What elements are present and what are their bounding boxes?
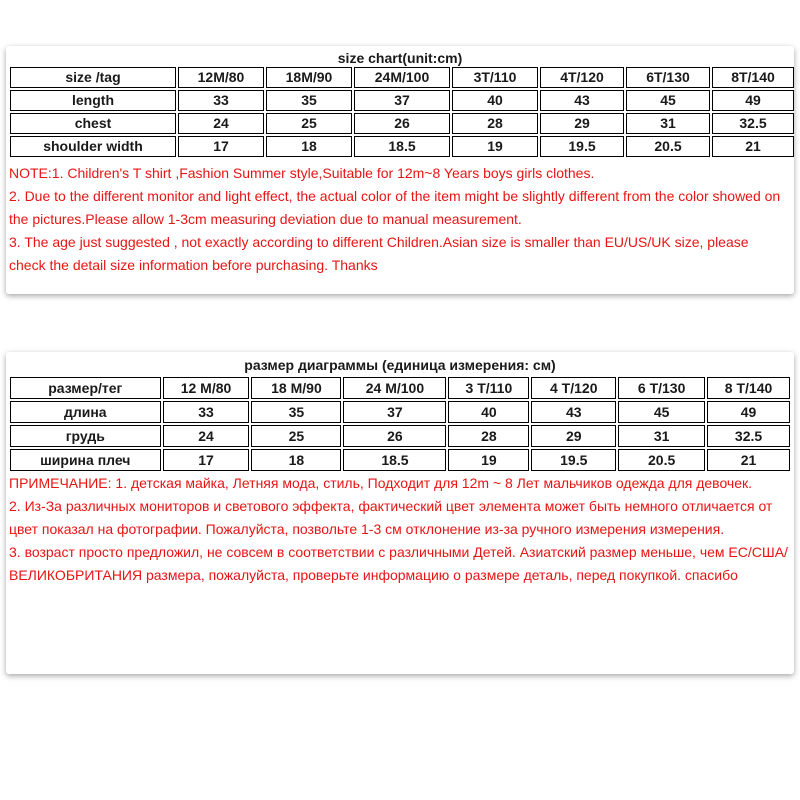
note-3: 3. The age just suggested , not exactly according to different Children.Asian size is smaller than EU/US/UK size, please check the detail size information before purchasing. Thanks xyxy=(9,234,749,273)
table-cell: 18 xyxy=(251,449,341,471)
header-cell: 6T/130 xyxy=(626,67,710,88)
table-header-row xyxy=(10,377,790,399)
table-cell: 18.5 xyxy=(354,136,450,157)
table-cell: 20.5 xyxy=(618,449,705,471)
table-cell: 21 xyxy=(712,136,794,157)
row-label: shoulder width xyxy=(10,136,176,157)
table-cell: 19.5 xyxy=(540,136,624,157)
header-cell: size /tag xyxy=(10,67,176,88)
row-label: length xyxy=(10,90,176,111)
row-label: грудь xyxy=(10,425,161,447)
table-cell: 18 xyxy=(266,136,352,157)
table-row-shoulder-width xyxy=(10,136,794,157)
table-row-length xyxy=(10,90,794,111)
table-cell: 37 xyxy=(343,401,446,423)
note-2: 2. Due to the different monitor and light effect, the actual color of the item might be slightly different from the color showed on the pictures.Please allow 1-3cm measuring deviation due to manual measurement. xyxy=(9,188,781,227)
table-cell: 17 xyxy=(178,136,264,157)
table-cell: 26 xyxy=(343,425,446,447)
header-cell: 3T/110 xyxy=(452,67,538,88)
table-cell: 37 xyxy=(354,90,450,111)
header-cell: 4T/120 xyxy=(540,67,624,88)
note-3: 3. возраст просто предложил, не совсем в соответствии с различными Детей. Азиатский размер меньше, чем ЕС/США/ВЕЛИКОБРИТАНИЯ размера, пожалуйста, проверьте информацию о размере деталь, перед покупкой. спасибо xyxy=(9,544,788,583)
table-cell: 17 xyxy=(163,449,250,471)
note-2: 2. Из-За различных мониторов и светового эффекта, фактический цвет элемента может быть немного отличается от цвет показал на фотографии. Пожалуйста, позвольте 1-3 см отклонение из-за ручного измерения измерения. xyxy=(9,498,773,537)
english-size-chart-panel xyxy=(6,46,794,294)
note-1: NOTE:1. Children's T shirt ,Fashion Summer style,Suitable for 12m~8 Years boys girls clothes. xyxy=(9,165,595,181)
header-cell: 12M/80 xyxy=(178,67,264,88)
table-cell: 21 xyxy=(707,449,790,471)
row-label: длина xyxy=(10,401,161,423)
table-header-row xyxy=(10,67,794,88)
table-row-chest xyxy=(10,425,790,447)
row-label: chest xyxy=(10,113,176,134)
header-cell: 6 T/130 xyxy=(618,377,705,399)
table-cell: 45 xyxy=(626,90,710,111)
table-cell: 31 xyxy=(618,425,705,447)
header-cell: размер/тег xyxy=(10,377,161,399)
table-cell: 33 xyxy=(178,90,264,111)
table-cell: 43 xyxy=(531,401,616,423)
notes-block xyxy=(9,472,788,587)
notes-block xyxy=(9,162,788,277)
table-cell: 19 xyxy=(452,136,538,157)
size-chart-title: размер диаграммы (единица измерения: см) xyxy=(244,357,556,373)
table-cell: 25 xyxy=(251,425,341,447)
table-row-shoulder-width xyxy=(10,449,790,471)
table-cell: 29 xyxy=(531,425,616,447)
table-row-length xyxy=(10,401,790,423)
table-cell: 32.5 xyxy=(712,113,794,134)
table-cell: 35 xyxy=(266,90,352,111)
size-table xyxy=(8,65,796,159)
table-cell: 19.5 xyxy=(531,449,616,471)
table-cell: 49 xyxy=(712,90,794,111)
size-table xyxy=(8,375,792,473)
header-cell: 8 T/140 xyxy=(707,377,790,399)
table-cell: 28 xyxy=(448,425,529,447)
note-1: ПРИМЕЧАНИЕ: 1. детская майка, Летняя мода, стиль, Подходит для 12m ~ 8 Лет мальчиков одежда для девочек. xyxy=(9,475,753,491)
table-cell: 49 xyxy=(707,401,790,423)
table-row-chest xyxy=(10,113,794,134)
table-cell: 25 xyxy=(266,113,352,134)
header-cell: 3 T/110 xyxy=(448,377,529,399)
table-cell: 40 xyxy=(448,401,529,423)
header-cell: 12 M/80 xyxy=(163,377,250,399)
table-cell: 28 xyxy=(452,113,538,134)
table-cell: 31 xyxy=(626,113,710,134)
table-cell: 20.5 xyxy=(626,136,710,157)
table-cell: 18.5 xyxy=(343,449,446,471)
table-cell: 35 xyxy=(251,401,341,423)
header-cell: 18 M/90 xyxy=(251,377,341,399)
row-label: ширина плеч xyxy=(10,449,161,471)
table-cell: 40 xyxy=(452,90,538,111)
russian-size-chart-panel xyxy=(6,352,794,674)
table-cell: 45 xyxy=(618,401,705,423)
table-cell: 33 xyxy=(163,401,250,423)
table-cell: 19 xyxy=(448,449,529,471)
table-cell: 24 xyxy=(163,425,250,447)
table-cell: 43 xyxy=(540,90,624,111)
table-cell: 32.5 xyxy=(707,425,790,447)
header-cell: 4 T/120 xyxy=(531,377,616,399)
size-chart-title: size chart(unit:cm) xyxy=(337,50,463,66)
table-cell: 29 xyxy=(540,113,624,134)
table-cell: 24 xyxy=(178,113,264,134)
header-cell: 18M/90 xyxy=(266,67,352,88)
header-cell: 8T/140 xyxy=(712,67,794,88)
header-cell: 24 M/100 xyxy=(343,377,446,399)
table-cell: 26 xyxy=(354,113,450,134)
header-cell: 24M/100 xyxy=(354,67,450,88)
